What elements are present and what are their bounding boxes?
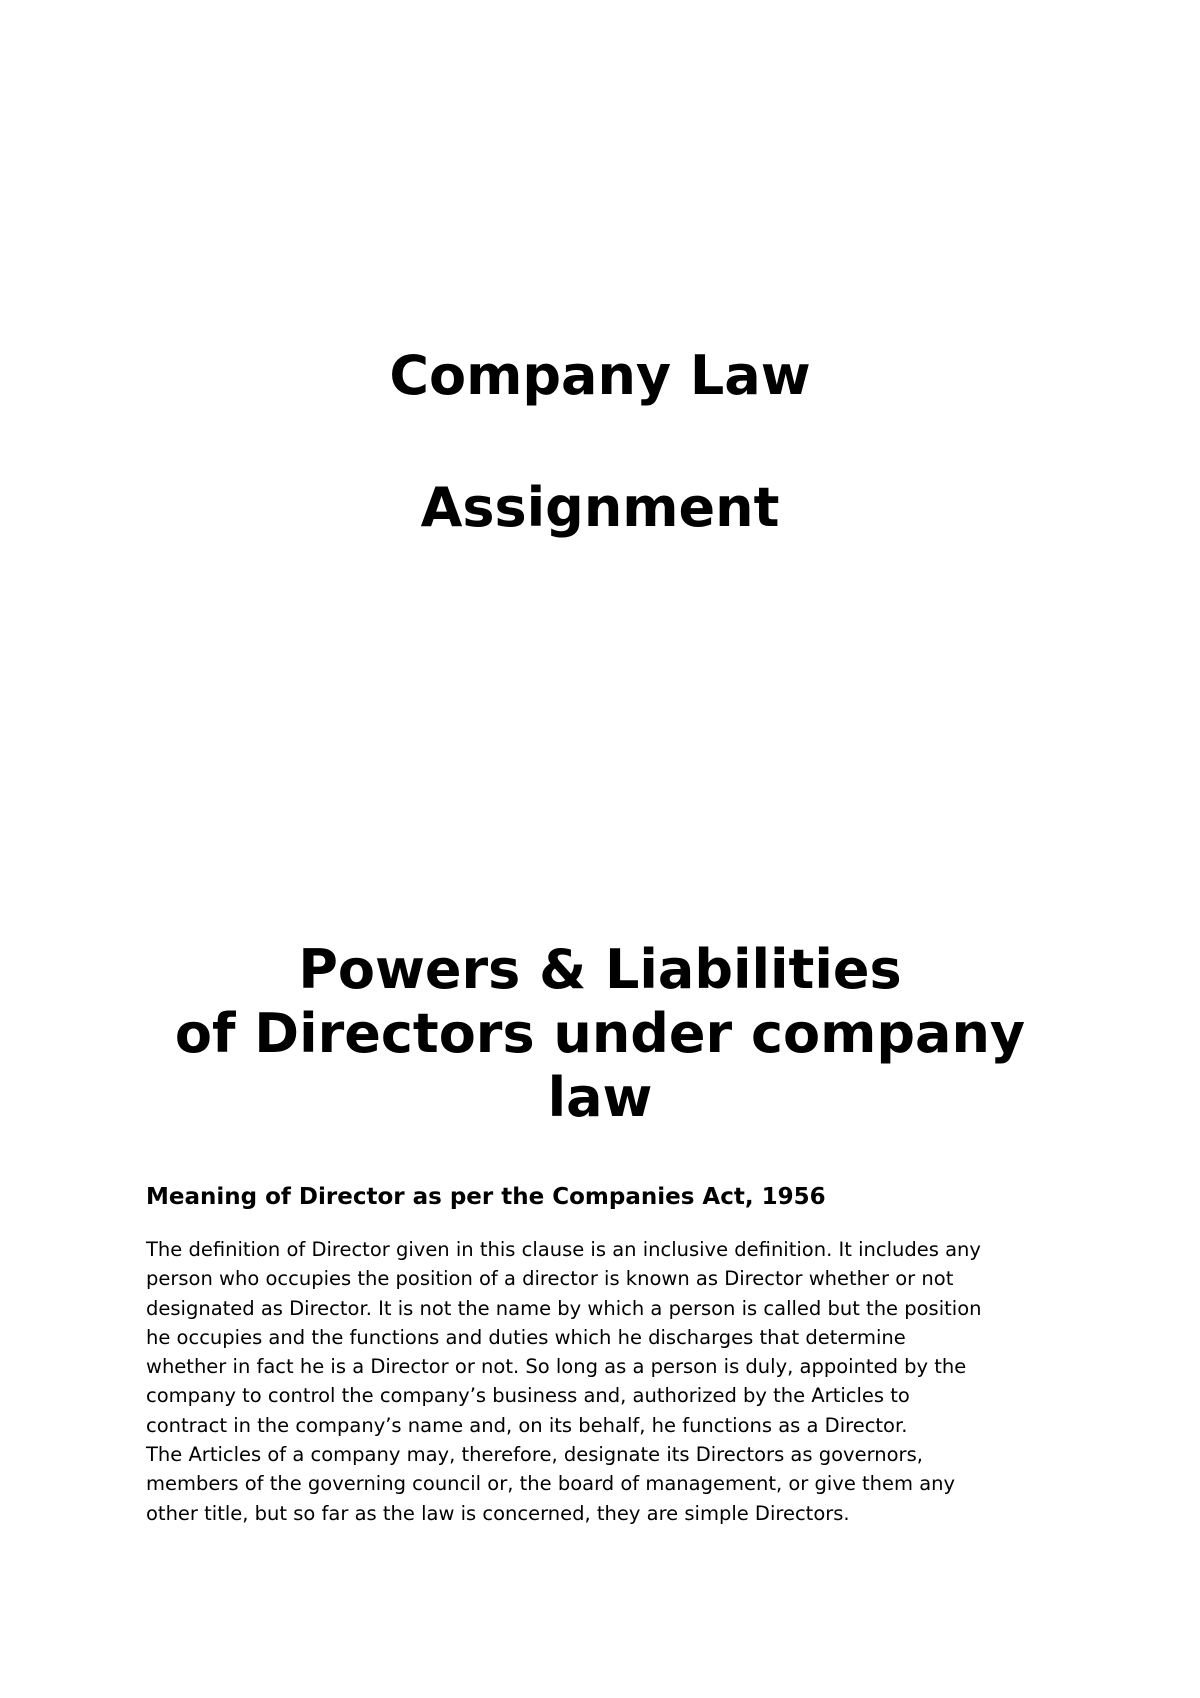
body-paragraph xyxy=(146,1235,1046,1528)
body-text-line: he occupies and the functions and duties which he discharges that determine xyxy=(146,1325,906,1349)
topic-title-line: of Directors under company xyxy=(174,1002,1026,1065)
body-text-line: contract in the company’s name and, on its behalf, he functions as a Director. xyxy=(146,1413,908,1437)
body-text-line: members of the governing council or, the board of management, or give them any xyxy=(146,1472,956,1496)
body-text-line: company to control the company’s business and, authorized by the Articles to xyxy=(146,1384,910,1408)
section-heading: Meaning of Director as per the Companies Act, 1956 xyxy=(146,1184,826,1210)
topic-title-line: law xyxy=(547,1066,653,1129)
body-text-line: designated as Director. It is not the name by which a person is called but the position xyxy=(146,1296,982,1320)
document-type-title: Assignment xyxy=(420,476,780,539)
body-text-line: whether in fact he is a Director or not. So long as a person is duly, appointed by the xyxy=(146,1355,967,1379)
body-text-line: The definition of Director given in this clause is an inclusive definition. It includes any xyxy=(146,1238,981,1261)
body-text-line: The Articles of a company may, therefore, designate its Directors as governors, xyxy=(146,1443,923,1467)
topic-title xyxy=(0,938,1200,1130)
course-title: Company Law xyxy=(389,344,811,407)
body-text-line: other title, but so far as the law is concerned, they are simple Directors. xyxy=(146,1501,850,1525)
topic-title-line: Powers & Liabilities xyxy=(298,938,902,1001)
body-text-line: person who occupies the position of a director is known as Director whether or not xyxy=(146,1267,954,1291)
